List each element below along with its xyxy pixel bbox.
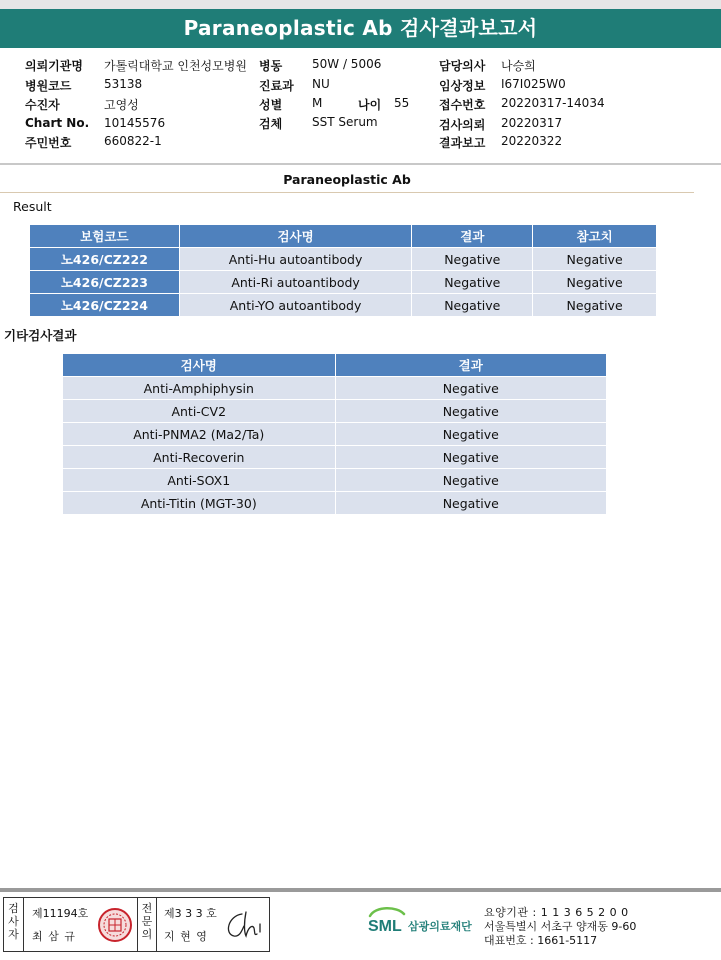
header-divider <box>0 163 721 165</box>
ssn-value: 660822-1 <box>104 134 162 148</box>
header-result: 결과 <box>412 225 533 248</box>
org-address: 서울특별시 서초구 양재동 9-60 <box>484 920 637 933</box>
reviewer-number: 제3 3 3 호 <box>164 907 217 920</box>
section-divider <box>0 192 694 193</box>
result-table <box>29 224 657 317</box>
header-result: 결과 <box>335 354 606 377</box>
age-value: 55 <box>394 96 410 110</box>
test-result: Negative <box>335 423 606 446</box>
insurance-code: 노426/CZ222 <box>30 248 180 271</box>
test-name: Anti-Hu autoantibody <box>179 248 412 271</box>
test-name: Anti-Titin (MGT-30) <box>63 492 336 515</box>
test-name: Anti-Amphiphysin <box>63 377 336 400</box>
test-name: Anti-Ri autoantibody <box>179 271 412 294</box>
request-value: 20220317 <box>501 116 563 130</box>
table-row <box>63 469 607 492</box>
reference-value: Negative <box>533 294 657 317</box>
insurance-code: 노426/CZ224 <box>30 294 180 317</box>
chart-value: 10145576 <box>104 116 166 130</box>
chart-label: Chart No. <box>25 116 90 130</box>
inspector-label: 검사자 <box>4 898 24 951</box>
code-value: 53138 <box>104 77 143 91</box>
reviewer-label: 전문의 <box>137 898 157 951</box>
signature-box <box>3 897 270 952</box>
test-result: Negative <box>412 248 533 271</box>
test-name: Anti-CV2 <box>63 400 336 423</box>
test-result: Negative <box>335 446 606 469</box>
insurance-code: 노426/CZ223 <box>30 271 180 294</box>
patient-value: 고영성 <box>104 98 139 112</box>
ward-label: 병동 <box>259 59 283 73</box>
table-row <box>63 400 607 423</box>
sex-value: M <box>312 96 323 110</box>
institution-number: 요양기관 : 1 1 3 6 5 2 0 0 <box>484 906 629 919</box>
sml-logo-icon <box>367 904 407 940</box>
doctor-value: 나승희 <box>501 59 536 73</box>
table-row <box>30 294 657 317</box>
receipt-label: 접수번호 <box>439 98 486 112</box>
table-row <box>63 446 607 469</box>
ssn-label: 주민번호 <box>25 136 72 150</box>
test-name: Anti-Recoverin <box>63 446 336 469</box>
inspector-name: 최 삼 규 <box>32 930 76 943</box>
result-heading: Result <box>13 199 52 214</box>
report-title: Paraneoplastic Ab 검사결과보고서 <box>0 9 721 48</box>
signature-icon <box>222 908 266 944</box>
table-row <box>30 248 657 271</box>
top-border <box>0 0 721 9</box>
org-phone: 대표번호 : 1661-5117 <box>484 934 598 947</box>
test-result: Negative <box>412 271 533 294</box>
doctor-label: 담당의사 <box>439 59 486 73</box>
test-result: Negative <box>335 377 606 400</box>
test-result: Negative <box>335 400 606 423</box>
test-name: Anti-PNMA2 (Ma2/Ta) <box>63 423 336 446</box>
reference-value: Negative <box>533 271 657 294</box>
footer-divider <box>0 888 721 892</box>
specimen-label: 검체 <box>259 117 283 131</box>
inspector-number: 제11194호 <box>32 907 89 920</box>
header-reference: 참고치 <box>533 225 657 248</box>
receipt-value: 20220317-14034 <box>501 96 605 110</box>
header-test-name: 검사명 <box>179 225 412 248</box>
reviewer-name: 지 현 영 <box>164 930 208 943</box>
patient-label: 수진자 <box>25 98 60 112</box>
other-table-header <box>63 354 607 377</box>
test-result: Negative <box>335 492 606 515</box>
dept-value: NU <box>312 77 330 91</box>
table-row <box>63 492 607 515</box>
hospital-value: 가톨릭대학교 인천성모병원 <box>104 59 247 73</box>
org-name: 삼광의료재단 <box>408 920 472 933</box>
test-result: Negative <box>412 294 533 317</box>
sex-label: 성별 <box>259 98 283 112</box>
header-test-name: 검사명 <box>63 354 336 377</box>
test-result: Negative <box>335 469 606 492</box>
table-row <box>63 423 607 446</box>
result-table-header <box>30 225 657 248</box>
clinical-label: 임상정보 <box>439 79 486 93</box>
reference-value: Negative <box>533 248 657 271</box>
test-name: Anti-SOX1 <box>63 469 336 492</box>
table-row <box>63 377 607 400</box>
clinical-value: I67I025W0 <box>501 77 566 91</box>
code-label: 병원코드 <box>25 79 72 93</box>
test-name: Anti-YO autoantibody <box>179 294 412 317</box>
result-date-value: 20220322 <box>501 134 563 148</box>
header-insurance-code: 보험코드 <box>30 225 180 248</box>
result-date-label: 결과보고 <box>439 136 486 150</box>
age-label: 나이 <box>358 98 382 112</box>
official-seal-icon <box>97 906 133 944</box>
ward-value: 50W / 5006 <box>312 57 382 71</box>
section-title: Paraneoplastic Ab <box>283 172 411 187</box>
sml-logo-text: SML <box>368 918 402 935</box>
table-row <box>30 271 657 294</box>
other-results-table <box>62 353 607 515</box>
request-label: 검사의뢰 <box>439 118 486 132</box>
specimen-value: SST Serum <box>312 115 378 129</box>
hospital-label: 의뢰기관명 <box>25 59 83 73</box>
other-results-heading: 기타검사결과 <box>4 328 77 343</box>
dept-label: 진료과 <box>259 79 294 93</box>
